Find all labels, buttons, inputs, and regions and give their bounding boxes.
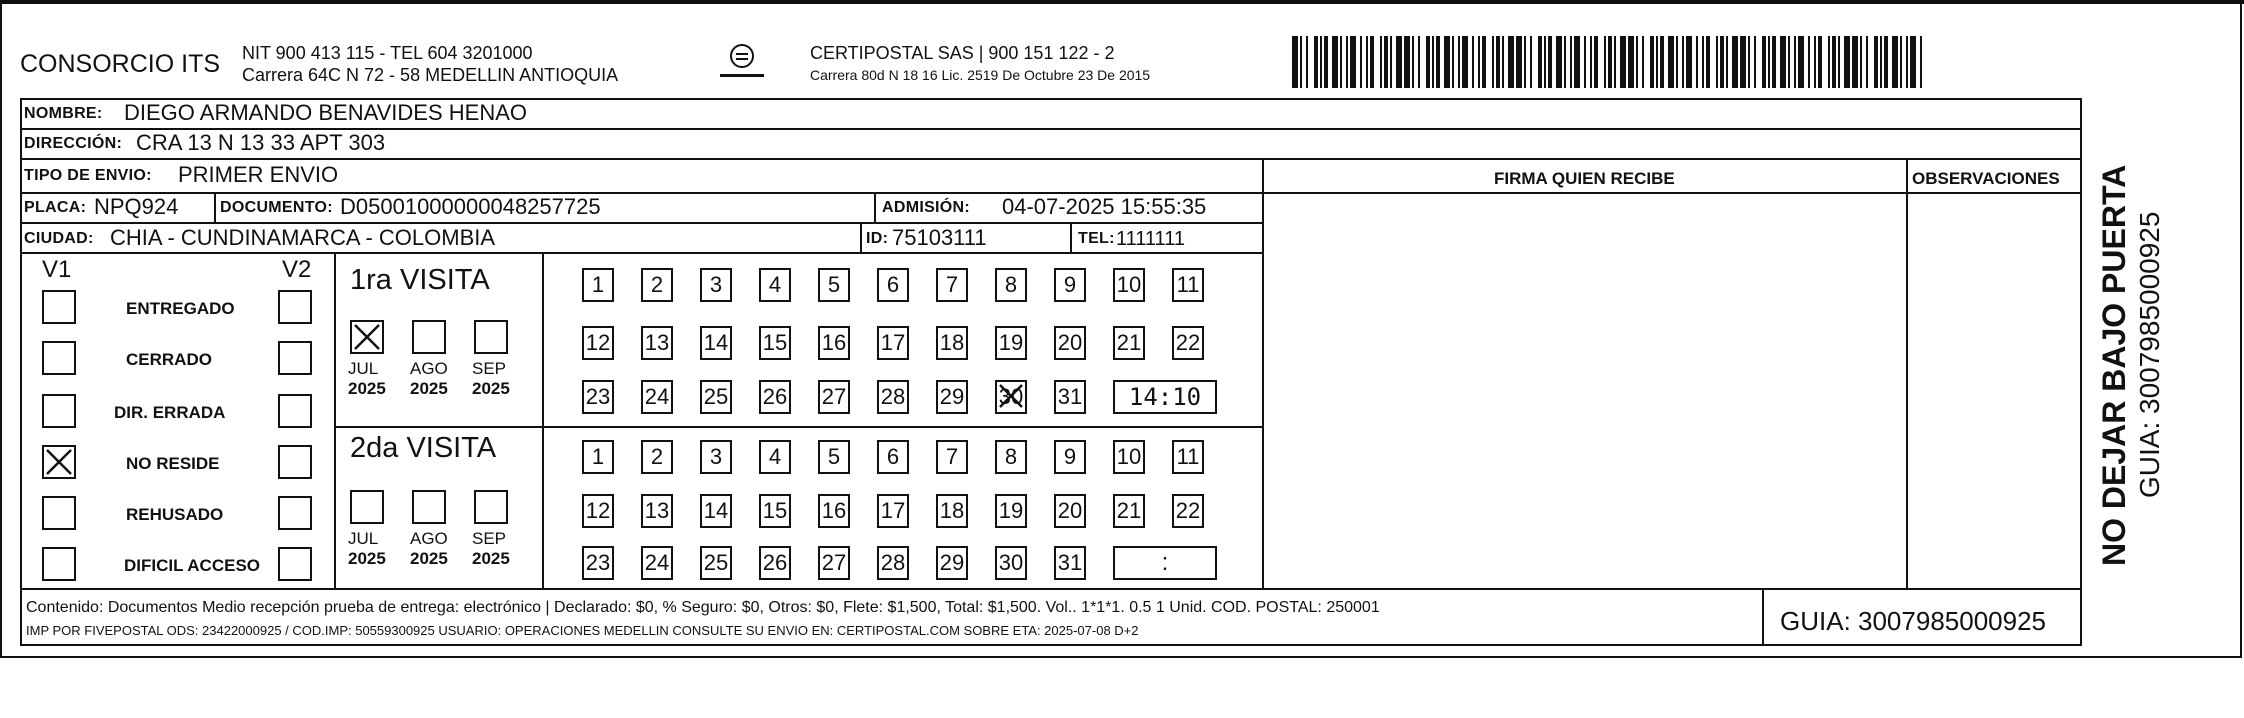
address-line: Carrera 64C N 72 - 58 MEDELLIN ANTIOQUIA <box>242 65 619 85</box>
day-box[interactable]: 13 <box>641 494 673 528</box>
day-box[interactable]: 5 <box>818 268 850 302</box>
month-year: 2025 <box>472 379 510 398</box>
day-box[interactable]: 20 <box>1054 494 1086 528</box>
day-box[interactable]: 23 <box>582 546 614 580</box>
v1-checkbox[interactable] <box>42 445 76 479</box>
month-checkbox[interactable] <box>474 320 508 354</box>
company-name: CONSORCIO ITS <box>20 50 221 78</box>
day-box[interactable]: 14 <box>700 326 732 360</box>
day-box[interactable]: 29 <box>936 380 968 414</box>
admision-value: 04-07-2025 15:55:35 <box>1002 194 1207 219</box>
v1-label: V1 <box>42 256 72 283</box>
id-label: ID: <box>866 230 889 247</box>
month-label: AGO <box>410 359 448 378</box>
day-box[interactable]: 24 <box>641 546 673 580</box>
month-label: SEP <box>472 529 507 548</box>
v2-checkbox[interactable] <box>278 547 312 581</box>
day-box[interactable]: 13 <box>641 326 673 360</box>
day-box[interactable]: 6 <box>877 268 909 302</box>
month-label: JUL <box>348 359 379 378</box>
ciudad-label: CIUDAD: <box>24 230 94 247</box>
day-box[interactable]: 15 <box>759 326 791 360</box>
v1-checkbox[interactable] <box>42 496 76 530</box>
month-checkbox[interactable] <box>474 490 508 524</box>
firma-label: FIRMA QUIEN RECIBE <box>1494 169 1675 188</box>
day-box[interactable]: 29 <box>936 546 968 580</box>
status-label: DIR. ERRADA <box>114 403 226 422</box>
day-box[interactable]: 3 <box>700 268 732 302</box>
documento-label: DOCUMENTO: <box>220 199 333 216</box>
day-box[interactable]: 30 <box>995 380 1027 414</box>
day-box[interactable]: 25 <box>700 546 732 580</box>
day-box[interactable]: 16 <box>818 494 850 528</box>
day-box[interactable]: 9 <box>1054 268 1086 302</box>
status-label: CERRADO <box>126 350 212 369</box>
month-year: 2025 <box>348 549 386 568</box>
day-box[interactable]: 8 <box>995 440 1027 474</box>
day-box[interactable]: 11 <box>1172 268 1204 302</box>
v1-checkbox[interactable] <box>42 290 76 324</box>
day-box[interactable]: 7 <box>936 440 968 474</box>
day-box[interactable]: 16 <box>818 326 850 360</box>
side-no-dejar: NO DEJAR BAJO PUERTA <box>2096 164 2132 566</box>
day-box[interactable]: 26 <box>759 380 791 414</box>
v2-checkbox[interactable] <box>278 496 312 530</box>
v2-checkbox[interactable] <box>278 394 312 428</box>
day-box[interactable]: 12 <box>582 494 614 528</box>
day-box[interactable]: 25 <box>700 380 732 414</box>
day-box[interactable]: 10 <box>1113 268 1145 302</box>
day-box[interactable]: 5 <box>818 440 850 474</box>
day-box[interactable]: 22 <box>1172 494 1204 528</box>
nombre-label: NOMBRE: <box>24 105 103 122</box>
status-label: NO RESIDE <box>126 454 220 473</box>
day-box[interactable]: 30 <box>995 546 1027 580</box>
day-box[interactable]: 2 <box>641 440 673 474</box>
top-border <box>0 0 2244 4</box>
day-box[interactable]: 28 <box>877 546 909 580</box>
right-border <box>2240 0 2242 658</box>
courier-address: Carrera 80d N 18 16 Lic. 2519 De Octubre 23 De 2015 <box>810 67 1151 83</box>
day-box[interactable]: 4 <box>759 268 791 302</box>
day-box[interactable]: 3 <box>700 440 732 474</box>
status-label: REHUSADO <box>126 505 224 524</box>
month-label: AGO <box>410 529 448 548</box>
footer-content-line: Contenido: Documentos Medio recepción prueba de entrega: electrónico | Declarado: $0, % Seguro: $0, Otros: $0, Flete: $1,500, Total: $1,500. Vol.. 1*1*1. 0.5 1 Unid. COD. POSTAL: 250001 <box>26 599 1380 616</box>
day-box[interactable]: 31 <box>1054 546 1086 580</box>
day-box[interactable]: 26 <box>759 546 791 580</box>
day-box[interactable]: 8 <box>995 268 1027 302</box>
day-box[interactable]: 28 <box>877 380 909 414</box>
status-label: ENTREGADO <box>126 299 235 318</box>
time-box[interactable]: : <box>1113 546 1217 580</box>
courier-name: CERTIPOSTAL SAS | 900 151 122 - 2 <box>810 43 1115 63</box>
v2-checkbox[interactable] <box>278 290 312 324</box>
month-year: 2025 <box>410 379 448 398</box>
v1-checkbox[interactable] <box>42 341 76 375</box>
month-label: SEP <box>472 359 507 378</box>
barcode <box>1290 36 1926 88</box>
placa-label: PLACA: <box>24 199 87 216</box>
documento-value: D05001000000048257725 <box>340 194 601 219</box>
month-checkbox[interactable] <box>412 490 446 524</box>
nombre-value: DIEGO ARMANDO BENAVIDES HENAO <box>124 100 528 125</box>
day-box[interactable]: 21 <box>1113 494 1145 528</box>
certipostal-logo <box>712 40 772 90</box>
v1-checkbox[interactable] <box>42 547 76 581</box>
day-box[interactable]: 12 <box>582 326 614 360</box>
day-box[interactable]: 14 <box>700 494 732 528</box>
bottom-border <box>0 656 2242 658</box>
visita1-title: 1ra VISITA <box>350 264 490 296</box>
day-box[interactable]: 27 <box>818 546 850 580</box>
day-box[interactable]: 21 <box>1113 326 1145 360</box>
day-box[interactable]: 1 <box>582 440 614 474</box>
tipo-envio-value: PRIMER ENVIO <box>178 162 339 187</box>
ciudad-value: CHIA - CUNDINAMARCA - COLOMBIA <box>110 225 496 250</box>
tel-label: TEL: <box>1078 230 1115 247</box>
month-year: 2025 <box>410 549 448 568</box>
v2-label: V2 <box>282 256 312 283</box>
day-box[interactable]: 19 <box>995 326 1027 360</box>
month-year: 2025 <box>348 379 386 398</box>
direccion-value: CRA 13 N 13 33 APT 303 <box>136 130 386 155</box>
day-box[interactable]: 31 <box>1054 380 1086 414</box>
nit-line: NIT 900 413 115 - TEL 604 3201000 <box>242 43 533 63</box>
day-box[interactable]: 19 <box>995 494 1027 528</box>
day-box[interactable]: 17 <box>877 326 909 360</box>
observaciones-label: OBSERVACIONES <box>1912 169 2060 188</box>
day-box[interactable]: 18 <box>936 326 968 360</box>
side-guia: GUIA: 3007985000925 <box>2134 211 2165 498</box>
month-checkbox[interactable] <box>412 320 446 354</box>
day-box[interactable]: 1 <box>582 268 614 302</box>
day-box[interactable]: 7 <box>936 268 968 302</box>
footer-print-line: IMP POR FIVEPOSTAL ODS: 23422000925 / COD.IMP: 50559300925 USUARIO: OPERACIONES MEDELLIN CONSULTE SU ENVIO EN: CERTIPOSTAL.COM SOBRE ETA: 2025-07-08 D+2 <box>26 623 1139 638</box>
day-box[interactable]: 23 <box>582 380 614 414</box>
day-box[interactable]: 4 <box>759 440 791 474</box>
day-box[interactable]: 10 <box>1113 440 1145 474</box>
v1-checkbox[interactable] <box>42 394 76 428</box>
id-value: 75103111 <box>892 225 987 250</box>
day-box[interactable]: 22 <box>1172 326 1204 360</box>
visita2-title: 2da VISITA <box>350 432 497 464</box>
month-year: 2025 <box>472 549 510 568</box>
day-box[interactable]: 24 <box>641 380 673 414</box>
month-checkbox[interactable] <box>350 490 384 524</box>
left-border <box>0 0 2 658</box>
tipo-envio-label: TIPO DE ENVIO: <box>24 167 152 184</box>
day-box[interactable]: 17 <box>877 494 909 528</box>
direccion-label: DIRECCIÓN: <box>24 135 123 152</box>
time-box[interactable]: 14:10 <box>1113 380 1217 414</box>
day-box[interactable]: 6 <box>877 440 909 474</box>
day-box[interactable]: 2 <box>641 268 673 302</box>
placa-value: NPQ924 <box>94 194 179 219</box>
admision-label: ADMISIÓN: <box>882 199 971 216</box>
v2-checkbox[interactable] <box>278 341 312 375</box>
day-box[interactable]: 20 <box>1054 326 1086 360</box>
status-label: DIFICIL ACCESO <box>124 556 261 575</box>
v2-checkbox[interactable] <box>278 445 312 479</box>
footer-guia: GUIA: 3007985000925 <box>1780 606 2046 636</box>
day-box[interactable]: 15 <box>759 494 791 528</box>
day-box[interactable]: 18 <box>936 494 968 528</box>
month-label: JUL <box>348 529 379 548</box>
day-box[interactable]: 9 <box>1054 440 1086 474</box>
day-box[interactable]: 11 <box>1172 440 1204 474</box>
day-box[interactable]: 27 <box>818 380 850 414</box>
month-checkbox[interactable] <box>350 320 384 354</box>
tel-value: 1111111 <box>1116 228 1185 250</box>
